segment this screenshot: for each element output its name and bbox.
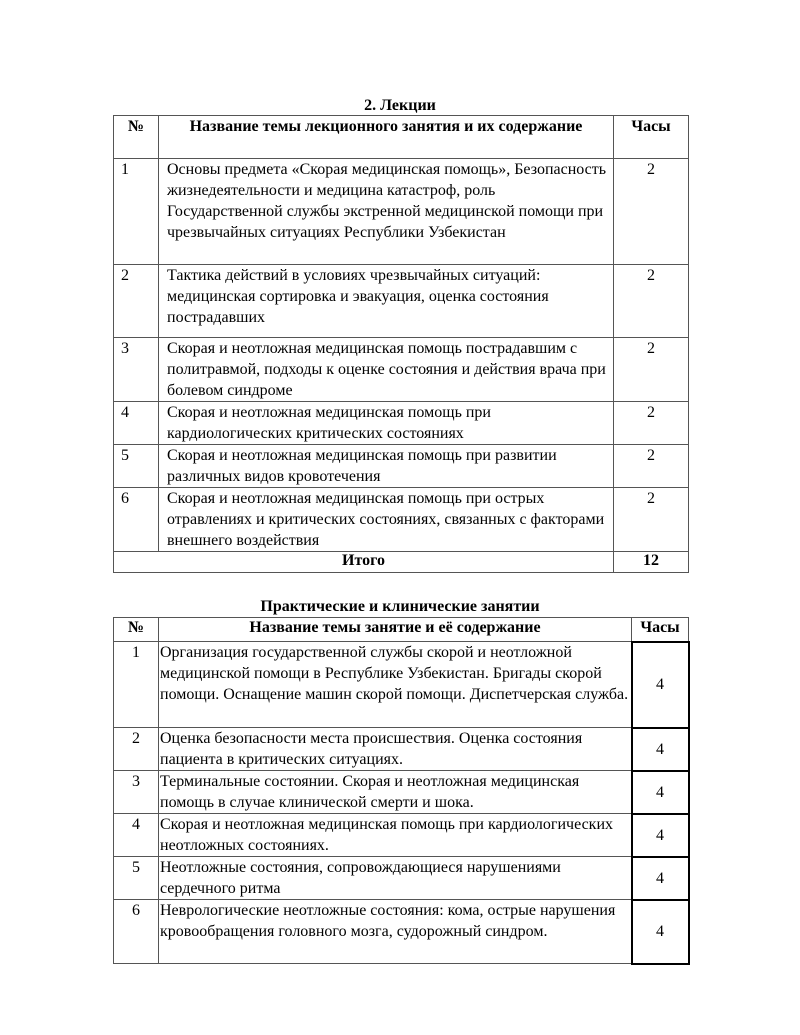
table-row	[114, 814, 689, 857]
row-num: 1	[114, 642, 159, 728]
row-topic: Терминальные состоянии. Скорая и неотложная медицинская помощь в случае клинической смерти и шока.	[159, 771, 632, 814]
row-num: 3	[114, 338, 159, 402]
row-topic: Скорая и неотложная медицинская помощь при острых отравлениях и критических состояниях, связанных с факторами внешнего воздействия	[159, 488, 614, 552]
table-row	[114, 265, 689, 338]
row-num: 4	[114, 402, 159, 445]
row-topic: Основы предмета «Скорая медицинская помощь», Безопасность жизнедеятельности и медицина катастроф, роль Государственной службы экстренной медицинской помощи при чрезвычайных ситуациях Республики Узбекистан	[159, 159, 614, 265]
row-hours: 2	[614, 488, 689, 552]
total-row	[114, 552, 689, 573]
row-hours: 4	[632, 642, 689, 728]
table-row	[114, 771, 689, 814]
lectures-header-row	[114, 116, 689, 159]
practical-table	[113, 617, 690, 965]
row-num: 6	[114, 900, 159, 964]
table-row	[114, 159, 689, 265]
row-num: 2	[114, 728, 159, 771]
row-hours: 2	[614, 265, 689, 338]
table-row	[114, 642, 689, 728]
header-hours: Часы	[632, 618, 689, 642]
table-row	[114, 488, 689, 552]
row-topic: Скорая и неотложная медицинская помощь при кардиологических критических состояниях	[159, 402, 614, 445]
row-hours: 4	[632, 771, 689, 814]
row-hours: 2	[614, 445, 689, 488]
row-topic: Скорая и неотложная медицинская помощь пострадавшим с политравмой, подходы к оценке состояния и действия врача при болевом синдроме	[159, 338, 614, 402]
row-topic: Скорая и неотложная медицинская помощь при развитии различных видов кровотечения	[159, 445, 614, 488]
row-hours: 4	[632, 857, 689, 900]
table-row	[114, 402, 689, 445]
row-topic: Скорая и неотложная медицинская помощь при кардиологических неотложных состояниях.	[159, 814, 632, 857]
row-num: 2	[114, 265, 159, 338]
row-num: 6	[114, 488, 159, 552]
table-row	[114, 728, 689, 771]
row-topic: Организация государственной службы скорой и неотложной медицинской помощи в Республике Узбекистан. Бригады скорой помощи. Оснащение машин скорой помощи. Диспетчерская служба.	[159, 642, 632, 728]
header-hours: Часы	[614, 116, 689, 159]
practical-title: Практические и клинические занятии	[260, 598, 540, 615]
lectures-title: 2. Лекции	[364, 97, 436, 114]
practical-header-row	[114, 618, 689, 642]
row-hours: 4	[632, 900, 689, 964]
row-topic: Тактика действий в условиях чрезвычайных ситуаций: медицинская сортировка и эвакуация, оценка состояния пострадавших	[159, 265, 614, 338]
header-num: №	[114, 618, 159, 642]
row-hours: 2	[614, 159, 689, 265]
row-hours: 2	[614, 338, 689, 402]
row-topic: Оценка безопасности места происшествия. Оценка состояния пациента в критических ситуациях.	[159, 728, 632, 771]
header-num: №	[114, 116, 159, 159]
row-topic: Неврологические неотложные состояния: кома, острые нарушения кровообращения головного мозга, судорожный синдром.	[159, 900, 632, 964]
row-num: 4	[114, 814, 159, 857]
table-row	[114, 338, 689, 402]
header-topic: Название темы занятие и её содержание	[159, 618, 632, 642]
row-num: 5	[114, 857, 159, 900]
row-hours: 4	[632, 814, 689, 857]
header-topic: Название темы лекционного занятия и их содержание	[159, 116, 614, 159]
row-hours: 4	[632, 728, 689, 771]
lectures-table	[113, 115, 689, 573]
table-row	[114, 900, 689, 964]
total-label: Итого	[114, 552, 614, 573]
total-hours: 12	[614, 552, 689, 573]
row-num: 3	[114, 771, 159, 814]
row-topic: Неотложные состояния, сопровождающиеся нарушениями сердечного ритма	[159, 857, 632, 900]
table-row	[114, 445, 689, 488]
row-num: 5	[114, 445, 159, 488]
row-hours: 2	[614, 402, 689, 445]
table-row	[114, 857, 689, 900]
row-num: 1	[114, 159, 159, 265]
